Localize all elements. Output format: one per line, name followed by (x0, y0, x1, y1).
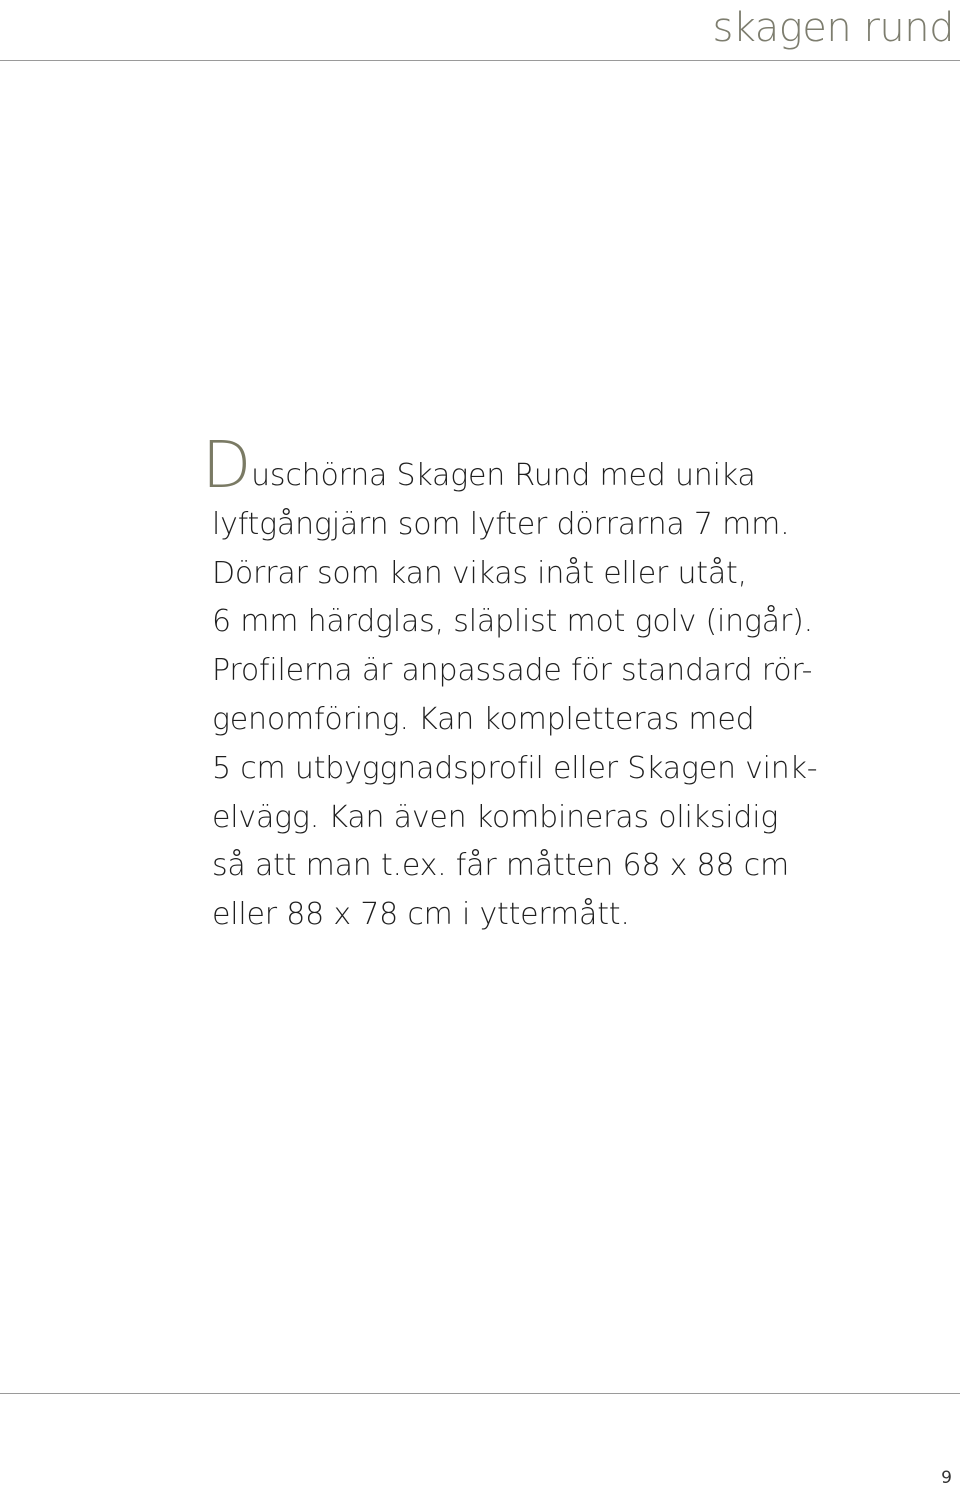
paragraph-line-2: lyftgångjärn som lyfter dörrarna 7 mm. (212, 506, 790, 542)
paragraph-line-4: 6 mm härdglas, släplist mot golv (ingår). (212, 604, 813, 640)
top-divider (0, 60, 960, 61)
dropcap-letter: D (202, 429, 252, 503)
first-line-text: uschörna Skagen Rund med unika (251, 458, 756, 493)
paragraph-line-1 (202, 429, 912, 503)
page-number: 9 (941, 1468, 952, 1488)
paragraph-line-5: Profilerna är anpassade för standard rör- (212, 653, 813, 689)
paragraph-line-10: eller 88 x 78 cm i yttermått. (212, 897, 630, 933)
page-header-title: skagen rund (712, 5, 954, 51)
paragraph-line-8: elvägg. Kan även kombineras oliksidig (212, 799, 779, 835)
paragraph-line-3: Dörrar som kan vikas inåt eller utåt, (212, 555, 747, 591)
bottom-divider (0, 1393, 960, 1394)
paragraph-line-7: 5 cm utbyggnadsprofil eller Skagen vink- (212, 750, 818, 786)
paragraph-line-9: så att man t.ex. får måtten 68 x 88 cm (212, 848, 789, 884)
paragraph-line-6: genomföring. Kan kompletteras med (212, 701, 755, 737)
body-paragraph (202, 429, 912, 940)
